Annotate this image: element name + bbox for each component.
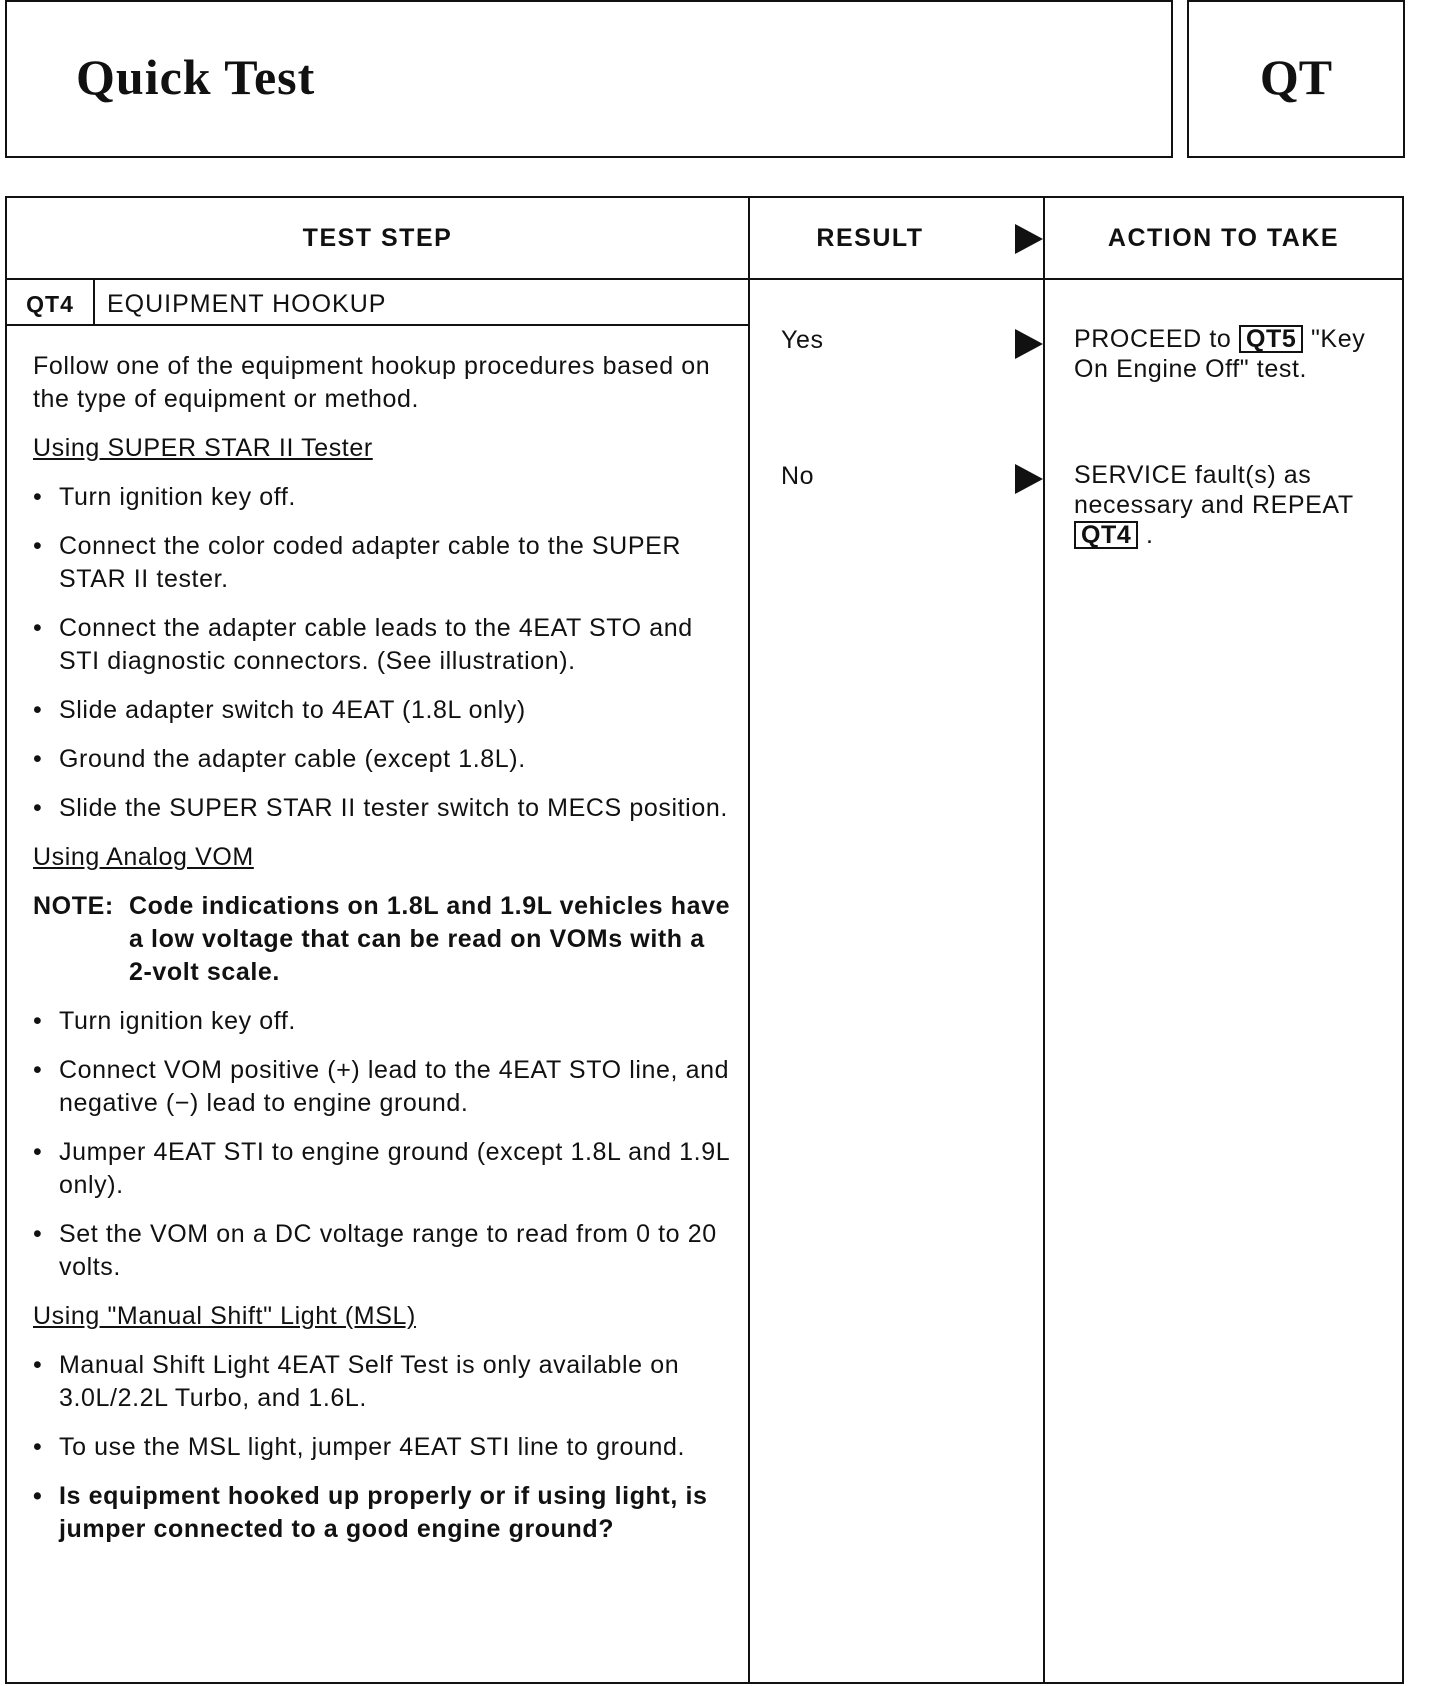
column-header-action: ACTION TO TAKE	[1107, 223, 1340, 252]
result-arrow-icon	[1015, 224, 1043, 254]
result-arrow-icon	[1015, 329, 1043, 359]
action-text: "Key On Engine Off" test.	[1074, 325, 1366, 383]
section-heading-msl: Using "Manual Shift" Light (MSL)	[33, 1302, 416, 1330]
column-header-test-step: TEST STEP	[302, 223, 453, 252]
column-divider	[748, 198, 750, 1682]
step-reference: QT4	[1074, 521, 1138, 549]
action-text: SERVICE fault(s) as necessary and REPEAT	[1074, 461, 1354, 519]
step-question: • Is equipment hooked up properly or if using light, is jumper connected to a good engine ground?	[33, 1480, 733, 1546]
step-reference: QT5	[1239, 325, 1303, 353]
result-yes: Yes	[781, 326, 824, 354]
list-item: • Slide the SUPER STAR II tester switch to MECS position.	[33, 792, 733, 825]
result-arrow-icon	[1015, 464, 1043, 494]
test-table	[5, 196, 1404, 1684]
page-code: QT	[1259, 49, 1333, 105]
list-item: • Jumper 4EAT STI to engine ground (except 1.8L and 1.9L only).	[33, 1136, 733, 1202]
step-title: EQUIPMENT HOOKUP	[107, 289, 387, 318]
note	[33, 890, 733, 989]
list-item: • To use the MSL light, jumper 4EAT STI line to ground.	[33, 1431, 733, 1464]
page-title-box	[5, 0, 1173, 158]
step-title-underline	[7, 324, 748, 326]
list-item: • Slide adapter switch to 4EAT (1.8L only)	[33, 694, 733, 727]
step-id-divider	[93, 278, 95, 324]
list-item: • Ground the adapter cable (except 1.8L).	[33, 743, 733, 776]
list-item: • Manual Shift Light 4EAT Self Test is only available on 3.0L/2.2L Turbo, and 1.6L.	[33, 1349, 733, 1415]
test-step-body	[33, 350, 733, 1562]
note-label: NOTE:	[33, 892, 114, 920]
column-divider	[1043, 198, 1045, 1682]
action-no	[1074, 460, 1394, 550]
header-row-divider	[7, 278, 1402, 280]
page-title: Quick Test	[76, 49, 316, 105]
step-id: QT4	[26, 290, 74, 317]
list-item: • Connect the adapter cable leads to the 4EAT STO and STI diagnostic connectors. (See illustration).	[33, 612, 733, 678]
list-item: • Set the VOM on a DC voltage range to read from 0 to 20 volts.	[33, 1218, 733, 1284]
page-code-box	[1187, 0, 1405, 158]
action-text: .	[1145, 521, 1154, 549]
list-item: • Connect VOM positive (+) lead to the 4EAT STO line, and negative (−) lead to engine ground.	[33, 1054, 733, 1120]
step-intro: Follow one of the equipment hookup procedures based on the type of equipment or method.	[33, 352, 711, 413]
action-text: PROCEED to	[1074, 325, 1232, 353]
section-heading-super-star: Using SUPER STAR II Tester	[33, 434, 373, 462]
section-heading-analog-vom: Using Analog VOM	[33, 843, 254, 871]
action-yes	[1074, 324, 1394, 384]
list-item: • Turn ignition key off.	[33, 1005, 733, 1038]
note-text: Code indications on 1.8L and 1.9L vehicles have a low voltage that can be read on VOMs with a 2-volt scale.	[129, 892, 731, 986]
list-item: • Connect the color coded adapter cable to the SUPER STAR II tester.	[33, 530, 733, 596]
result-no: No	[781, 462, 815, 490]
column-header-result: RESULT	[816, 223, 924, 252]
list-item: • Turn ignition key off.	[33, 481, 733, 514]
